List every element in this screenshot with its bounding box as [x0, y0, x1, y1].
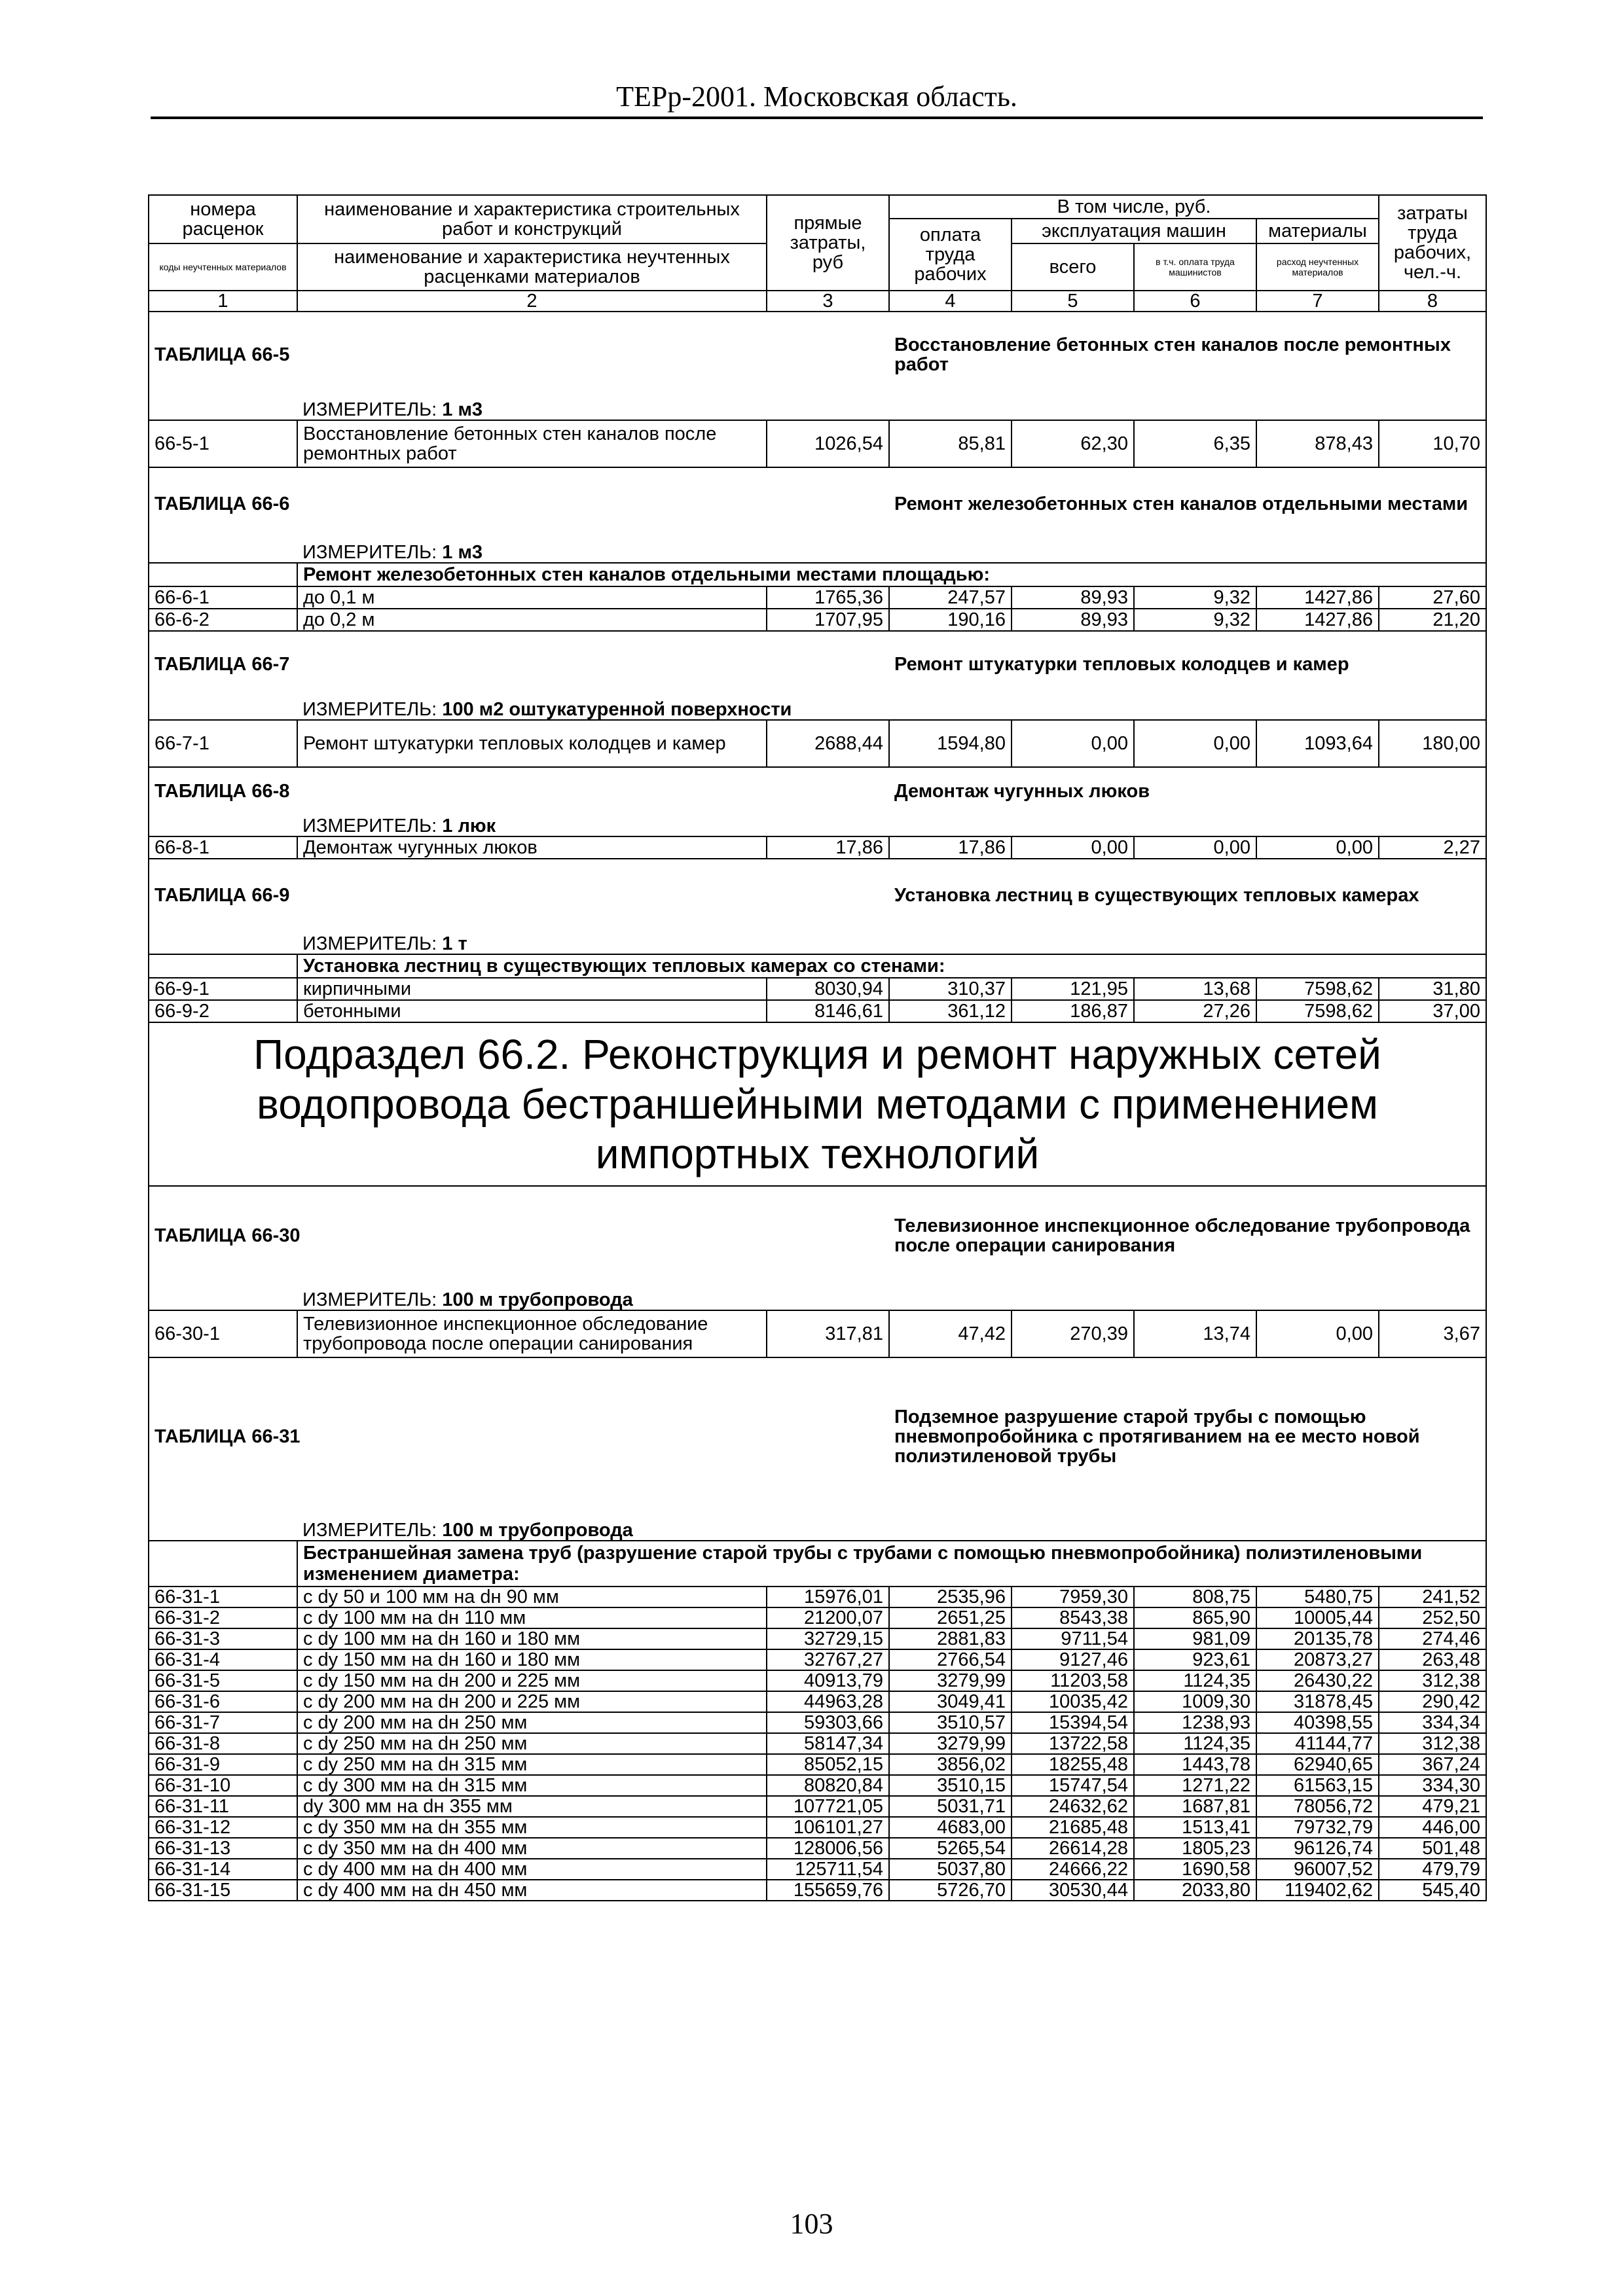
machinist-wages: 865,90 — [1134, 1607, 1256, 1628]
work-name: с dy 250 мм на dн 250 мм — [297, 1733, 767, 1754]
machinist-wages: 1271,22 — [1134, 1775, 1256, 1796]
wages: 3279,99 — [889, 1733, 1012, 1754]
wages: 3510,15 — [889, 1775, 1012, 1796]
direct-costs: 44963,28 — [767, 1691, 889, 1712]
table-row — [149, 1838, 1486, 1859]
rate-code: 66-31-7 — [149, 1712, 297, 1733]
labor-hours: 252,50 — [1379, 1607, 1486, 1628]
machinist-wages: 1124,35 — [1134, 1670, 1256, 1691]
col-num: 5 — [1012, 291, 1134, 312]
machines-total: 11203,58 — [1012, 1670, 1134, 1691]
page-number: 103 — [790, 2208, 833, 2240]
direct-costs: 17,86 — [767, 836, 889, 859]
rate-code: 66-31-12 — [149, 1817, 297, 1838]
materials: 119402,62 — [1256, 1880, 1379, 1901]
labor-hours: 290,42 — [1379, 1691, 1486, 1712]
machinist-wages: 1443,78 — [1134, 1754, 1256, 1775]
wages: 5726,70 — [889, 1880, 1012, 1901]
work-name: с dy 100 мм на dн 110 мм — [297, 1607, 767, 1628]
wages: 247,57 — [889, 586, 1012, 609]
machines-total: 18255,48 — [1012, 1754, 1134, 1775]
rate-code: 66-31-11 — [149, 1796, 297, 1817]
measure-value: 1 м3 — [442, 399, 483, 420]
table-row — [149, 836, 1486, 859]
measure-value: 1 т — [442, 933, 467, 954]
table-row — [149, 1670, 1486, 1691]
machines-total: 21685,48 — [1012, 1817, 1134, 1838]
materials: 10005,44 — [1256, 1607, 1379, 1628]
work-name: Восстановление бетонных стен каналов после ремонтных работ — [297, 420, 767, 467]
work-name: с dy 150 мм на dн 160 и 180 мм — [297, 1649, 767, 1670]
materials: 78056,72 — [1256, 1796, 1379, 1817]
table-row — [149, 978, 1486, 1000]
machinist-wages: 9,32 — [1134, 609, 1256, 631]
col-header-including: В том числе, руб. — [889, 195, 1379, 219]
materials: 79732,79 — [1256, 1817, 1379, 1838]
machines-total: 7959,30 — [1012, 1587, 1134, 1607]
work-name: с dy 400 мм на dн 400 мм — [297, 1859, 767, 1880]
rate-code: 66-31-5 — [149, 1670, 297, 1691]
wages: 3510,57 — [889, 1712, 1012, 1733]
wages: 2535,96 — [889, 1587, 1012, 1607]
table-name: ТАБЛИЦА 66-30 — [149, 1186, 889, 1284]
machines-total: 15747,54 — [1012, 1775, 1134, 1796]
direct-costs: 32729,15 — [767, 1628, 889, 1649]
labor-hours: 274,46 — [1379, 1628, 1486, 1649]
measure-line — [297, 814, 1486, 836]
labor-hours: 2,27 — [1379, 836, 1486, 859]
direct-costs: 107721,05 — [767, 1796, 889, 1817]
col-num: 7 — [1256, 291, 1379, 312]
col-header-labor: затраты труда рабочих, чел.-ч. — [1379, 195, 1486, 291]
measure-label: ИЗМЕРИТЕЛЬ: — [302, 933, 437, 954]
spacer-cell — [149, 696, 297, 720]
subsection-title: Подраздел 66.2. Реконструкция и ремонт наружных сетей водопровода бестраншейными методами с применением импортных технологий — [149, 1022, 1486, 1186]
direct-costs: 80820,84 — [767, 1775, 889, 1796]
machines-total: 10035,42 — [1012, 1691, 1134, 1712]
measure-line — [297, 1284, 1486, 1310]
table-row — [149, 1607, 1486, 1628]
labor-hours: 334,34 — [1379, 1712, 1486, 1733]
page-header: ТЕРр-2001. Московская область. — [151, 77, 1483, 119]
labor-hours: 180,00 — [1379, 720, 1486, 767]
spacer-cell — [149, 539, 297, 563]
table-row — [149, 586, 1486, 609]
labor-hours: 479,79 — [1379, 1859, 1486, 1880]
col-header-works: наименование и характеристика строительных работ и конструкций — [297, 195, 767, 243]
col-header-wages: оплата труда рабочих — [889, 219, 1012, 291]
labor-hours: 479,21 — [1379, 1796, 1486, 1817]
direct-costs: 317,81 — [767, 1310, 889, 1357]
materials: 1093,64 — [1256, 720, 1379, 767]
spacer-cell — [149, 1284, 297, 1310]
measure-label: ИЗМЕРИТЕЛЬ: — [302, 1289, 437, 1310]
spacer-cell — [149, 814, 297, 836]
measure-line — [297, 931, 1486, 954]
measure-value: 1 м3 — [442, 542, 483, 563]
measure-label: ИЗМЕРИТЕЛЬ: — [302, 699, 437, 720]
labor-hours: 241,52 — [1379, 1587, 1486, 1607]
col-header-unaccounted-codes: коды неучтенных материалов — [149, 243, 297, 291]
col-num: 3 — [767, 291, 889, 312]
table-row — [149, 609, 1486, 631]
machines-total: 62,30 — [1012, 420, 1134, 467]
measure-line — [297, 539, 1486, 563]
rate-code: 66-31-4 — [149, 1649, 297, 1670]
direct-costs: 8146,61 — [767, 1000, 889, 1022]
col-num: 6 — [1134, 291, 1256, 312]
work-name: с dy 200 мм на dн 200 и 225 мм — [297, 1691, 767, 1712]
rate-code: 66-31-15 — [149, 1880, 297, 1901]
wages: 47,42 — [889, 1310, 1012, 1357]
spacer-cell — [149, 931, 297, 954]
machines-total: 30530,44 — [1012, 1880, 1134, 1901]
work-name: с dy 100 мм на dн 160 и 180 мм — [297, 1628, 767, 1649]
measure-line — [297, 397, 1486, 420]
work-name: кирпичными — [297, 978, 767, 1000]
machinist-wages: 13,74 — [1134, 1310, 1256, 1357]
labor-hours: 312,38 — [1379, 1670, 1486, 1691]
wages: 310,37 — [889, 978, 1012, 1000]
machinist-wages: 0,00 — [1134, 720, 1256, 767]
col-header-machinist-wages: в т.ч. оплата труда машинистов — [1134, 243, 1256, 291]
materials: 7598,62 — [1256, 1000, 1379, 1022]
machinist-wages: 1238,93 — [1134, 1712, 1256, 1733]
col-header-materials: материалы — [1256, 219, 1379, 243]
machinist-wages: 981,09 — [1134, 1628, 1256, 1649]
machines-total: 15394,54 — [1012, 1712, 1134, 1733]
labor-hours: 37,00 — [1379, 1000, 1486, 1022]
machinist-wages: 1124,35 — [1134, 1733, 1256, 1754]
machinist-wages: 9,32 — [1134, 586, 1256, 609]
materials: 7598,62 — [1256, 978, 1379, 1000]
table-row — [149, 1587, 1486, 1607]
work-name: с dy 400 мм на dн 450 мм — [297, 1880, 767, 1901]
measure-label: ИЗМЕРИТЕЛЬ: — [302, 542, 437, 563]
machinist-wages: 1513,41 — [1134, 1817, 1256, 1838]
materials: 20873,27 — [1256, 1649, 1379, 1670]
materials: 96007,52 — [1256, 1859, 1379, 1880]
machinist-wages: 0,00 — [1134, 836, 1256, 859]
labor-hours: 263,48 — [1379, 1649, 1486, 1670]
measure-label: ИЗМЕРИТЕЛЬ: — [302, 816, 437, 836]
machines-total: 186,87 — [1012, 1000, 1134, 1022]
col-header-direct-costs: прямые затраты, руб — [767, 195, 889, 291]
rate-code: 66-31-9 — [149, 1754, 297, 1775]
machinist-wages: 923,61 — [1134, 1649, 1256, 1670]
spacer-cell — [149, 954, 297, 978]
table-row — [149, 1000, 1486, 1022]
table-row — [149, 1775, 1486, 1796]
spacer-cell — [149, 563, 297, 586]
wages: 2881,83 — [889, 1628, 1012, 1649]
measure-value: 100 м трубопровода — [442, 1520, 633, 1541]
labor-hours: 367,24 — [1379, 1754, 1486, 1775]
labor-hours: 501,48 — [1379, 1838, 1486, 1859]
direct-costs: 85052,15 — [767, 1754, 889, 1775]
work-name: бетонными — [297, 1000, 767, 1022]
rate-code: 66-31-10 — [149, 1775, 297, 1796]
spacer-cell — [149, 1541, 297, 1587]
direct-costs: 59303,66 — [767, 1712, 889, 1733]
direct-costs: 40913,79 — [767, 1670, 889, 1691]
wages: 5265,54 — [889, 1838, 1012, 1859]
group-title: Бестраншейная замена труб (разрушение старой трубы с трубами с помощью пневмопробойника) полиэтиленовыми изменением диаметра: — [297, 1541, 1486, 1587]
work-name: до 0,1 м — [297, 586, 767, 609]
machinist-wages: 13,68 — [1134, 978, 1256, 1000]
rate-code: 66-31-1 — [149, 1587, 297, 1607]
machines-total: 13722,58 — [1012, 1733, 1134, 1754]
direct-costs: 155659,76 — [767, 1880, 889, 1901]
rate-code: 66-30-1 — [149, 1310, 297, 1357]
direct-costs: 1765,36 — [767, 586, 889, 609]
rate-code: 66-31-6 — [149, 1691, 297, 1712]
wages: 2766,54 — [889, 1649, 1012, 1670]
table-row — [149, 720, 1486, 767]
machines-total: 0,00 — [1012, 836, 1134, 859]
rate-code: 66-9-1 — [149, 978, 297, 1000]
rate-code: 66-31-8 — [149, 1733, 297, 1754]
table-row — [149, 1691, 1486, 1712]
machinist-wages: 1690,58 — [1134, 1859, 1256, 1880]
table-row — [149, 420, 1486, 467]
labor-hours: 31,80 — [1379, 978, 1486, 1000]
table-name: ТАБЛИЦА 66-31 — [149, 1357, 889, 1515]
work-name: с dy 350 мм на dн 355 мм — [297, 1817, 767, 1838]
work-name: Ремонт штукатурки тепловых колодцев и камер — [297, 720, 767, 767]
table-row — [149, 1817, 1486, 1838]
col-header-unaccounted-materials: наименование и характеристика неучтенных расценками материалов — [297, 243, 767, 291]
table-title: Телевизионное инспекционное обследование трубопровода после операции санирования — [889, 1186, 1486, 1284]
materials: 31878,45 — [1256, 1691, 1379, 1712]
labor-hours: 3,67 — [1379, 1310, 1486, 1357]
direct-costs: 58147,34 — [767, 1733, 889, 1754]
labor-hours: 446,00 — [1379, 1817, 1486, 1838]
table-row — [149, 1712, 1486, 1733]
spacer-cell — [149, 397, 297, 420]
materials: 878,43 — [1256, 420, 1379, 467]
machinist-wages: 1805,23 — [1134, 1838, 1256, 1859]
col-header-codes: номера расценок — [149, 195, 297, 243]
work-name: dy 300 мм на dн 355 мм — [297, 1796, 767, 1817]
machines-total: 8543,38 — [1012, 1607, 1134, 1628]
rate-code: 66-9-2 — [149, 1000, 297, 1022]
work-name: Демонтаж чугунных люков — [297, 836, 767, 859]
measure-value: 100 м2 оштукатуренной поверхности — [442, 699, 792, 720]
col-num: 4 — [889, 291, 1012, 312]
materials: 1427,86 — [1256, 609, 1379, 631]
materials: 96126,74 — [1256, 1838, 1379, 1859]
machines-total: 89,93 — [1012, 586, 1134, 609]
direct-costs: 1707,95 — [767, 609, 889, 631]
table-row — [149, 1649, 1486, 1670]
direct-costs: 128006,56 — [767, 1838, 889, 1859]
table-name: ТАБЛИЦА 66-6 — [149, 467, 889, 539]
machines-total: 24666,22 — [1012, 1859, 1134, 1880]
labor-hours: 21,20 — [1379, 609, 1486, 631]
measure-value: 1 люк — [442, 816, 496, 836]
rate-code: 66-7-1 — [149, 720, 297, 767]
table-row — [149, 1310, 1486, 1357]
work-name: с dy 300 мм на dн 315 мм — [297, 1775, 767, 1796]
table-name: ТАБЛИЦА 66-9 — [149, 859, 889, 931]
table-row — [149, 1628, 1486, 1649]
materials: 26430,22 — [1256, 1670, 1379, 1691]
work-name: с dy 250 мм на dн 315 мм — [297, 1754, 767, 1775]
direct-costs: 1026,54 — [767, 420, 889, 467]
table-name: ТАБЛИЦА 66-5 — [149, 312, 889, 397]
measure-line — [297, 1515, 1486, 1541]
direct-costs: 15976,01 — [767, 1587, 889, 1607]
wages: 5031,71 — [889, 1796, 1012, 1817]
materials: 40398,55 — [1256, 1712, 1379, 1733]
work-name: с dy 150 мм на dн 200 и 225 мм — [297, 1670, 767, 1691]
materials: 62940,65 — [1256, 1754, 1379, 1775]
machinist-wages: 1009,30 — [1134, 1691, 1256, 1712]
work-name: до 0,2 м — [297, 609, 767, 631]
wages: 3279,99 — [889, 1670, 1012, 1691]
machines-total: 121,95 — [1012, 978, 1134, 1000]
rate-code: 66-6-1 — [149, 586, 297, 609]
labor-hours: 312,38 — [1379, 1733, 1486, 1754]
col-header-unaccounted-consumption: расход неучтенных материалов — [1256, 243, 1379, 291]
machines-total: 9127,46 — [1012, 1649, 1134, 1670]
direct-costs: 2688,44 — [767, 720, 889, 767]
labor-hours: 10,70 — [1379, 420, 1486, 467]
machinist-wages: 6,35 — [1134, 420, 1256, 467]
machines-total: 89,93 — [1012, 609, 1134, 631]
machines-total: 270,39 — [1012, 1310, 1134, 1357]
wages: 85,81 — [889, 420, 1012, 467]
spacer-cell — [149, 1515, 297, 1541]
col-num: 8 — [1379, 291, 1486, 312]
labor-hours: 27,60 — [1379, 586, 1486, 609]
direct-costs: 125711,54 — [767, 1859, 889, 1880]
table-title: Подземное разрушение старой трубы с помощью пневмопробойника с протягиванием на ее место новой полиэтиленовой трубы — [889, 1357, 1486, 1515]
wages: 2651,25 — [889, 1607, 1012, 1628]
direct-costs: 32767,27 — [767, 1649, 889, 1670]
table-title: Ремонт штукатурки тепловых колодцев и камер — [889, 631, 1486, 696]
col-num: 1 — [149, 291, 297, 312]
materials: 20135,78 — [1256, 1628, 1379, 1649]
table-title: Демонтаж чугунных люков — [889, 767, 1486, 814]
direct-costs: 106101,27 — [767, 1817, 889, 1838]
table-row — [149, 1859, 1486, 1880]
rate-code: 66-31-13 — [149, 1838, 297, 1859]
table-row — [149, 1754, 1486, 1775]
materials: 61563,15 — [1256, 1775, 1379, 1796]
measure-line — [297, 696, 1486, 720]
work-name: с dy 50 и 100 мм на dн 90 мм — [297, 1587, 767, 1607]
work-name: с dy 350 мм на dн 400 мм — [297, 1838, 767, 1859]
table-title: Установка лестниц в существующих тепловых камерах — [889, 859, 1486, 931]
rate-code: 66-5-1 — [149, 420, 297, 467]
col-header-machines: эксплуатация машин — [1012, 219, 1256, 243]
wages: 17,86 — [889, 836, 1012, 859]
direct-costs: 21200,07 — [767, 1607, 889, 1628]
machines-total: 26614,28 — [1012, 1838, 1134, 1859]
labor-hours: 545,40 — [1379, 1880, 1486, 1901]
table-title: Ремонт железобетонных стен каналов отдельными местами — [889, 467, 1486, 539]
table-row — [149, 1796, 1486, 1817]
wages: 1594,80 — [889, 720, 1012, 767]
column-numbers-row — [149, 291, 1486, 312]
machines-total: 9711,54 — [1012, 1628, 1134, 1649]
group-title: Ремонт железобетонных стен каналов отдельными местами площадью: — [297, 563, 1486, 586]
table-name: ТАБЛИЦА 66-7 — [149, 631, 889, 696]
direct-costs: 8030,94 — [767, 978, 889, 1000]
col-num: 2 — [297, 291, 767, 312]
work-name: Телевизионное инспекционное обследование трубопровода после операции санирования — [297, 1310, 767, 1357]
materials: 1427,86 — [1256, 586, 1379, 609]
wages: 3049,41 — [889, 1691, 1012, 1712]
measure-value: 100 м трубопровода — [442, 1289, 633, 1310]
measure-label: ИЗМЕРИТЕЛЬ: — [302, 1520, 437, 1541]
col-header-machines-total: всего — [1012, 243, 1134, 291]
rates-table — [148, 194, 1487, 1901]
labor-hours: 334,30 — [1379, 1775, 1486, 1796]
rate-code: 66-6-2 — [149, 609, 297, 631]
measure-label: ИЗМЕРИТЕЛЬ: — [302, 399, 437, 420]
group-title: Установка лестниц в существующих тепловых камерах со стенами: — [297, 954, 1486, 978]
machinist-wages: 1687,81 — [1134, 1796, 1256, 1817]
rate-code: 66-31-3 — [149, 1628, 297, 1649]
materials: 41144,77 — [1256, 1733, 1379, 1754]
table-name: ТАБЛИЦА 66-8 — [149, 767, 889, 814]
wages: 5037,80 — [889, 1859, 1012, 1880]
materials: 5480,75 — [1256, 1587, 1379, 1607]
materials: 0,00 — [1256, 836, 1379, 859]
materials: 0,00 — [1256, 1310, 1379, 1357]
work-name: с dy 200 мм на dн 250 мм — [297, 1712, 767, 1733]
machinist-wages: 2033,80 — [1134, 1880, 1256, 1901]
table-row — [149, 1733, 1486, 1754]
machines-total: 0,00 — [1012, 720, 1134, 767]
machinist-wages: 27,26 — [1134, 1000, 1256, 1022]
table-row — [149, 1880, 1486, 1901]
wages: 190,16 — [889, 609, 1012, 631]
rate-code: 66-31-14 — [149, 1859, 297, 1880]
rate-code: 66-31-2 — [149, 1607, 297, 1628]
wages: 3856,02 — [889, 1754, 1012, 1775]
rate-code: 66-8-1 — [149, 836, 297, 859]
machinist-wages: 808,75 — [1134, 1587, 1256, 1607]
wages: 361,12 — [889, 1000, 1012, 1022]
wages: 4683,00 — [889, 1817, 1012, 1838]
table-title: Восстановление бетонных стен каналов после ремонтных работ — [889, 312, 1486, 397]
machines-total: 24632,62 — [1012, 1796, 1134, 1817]
